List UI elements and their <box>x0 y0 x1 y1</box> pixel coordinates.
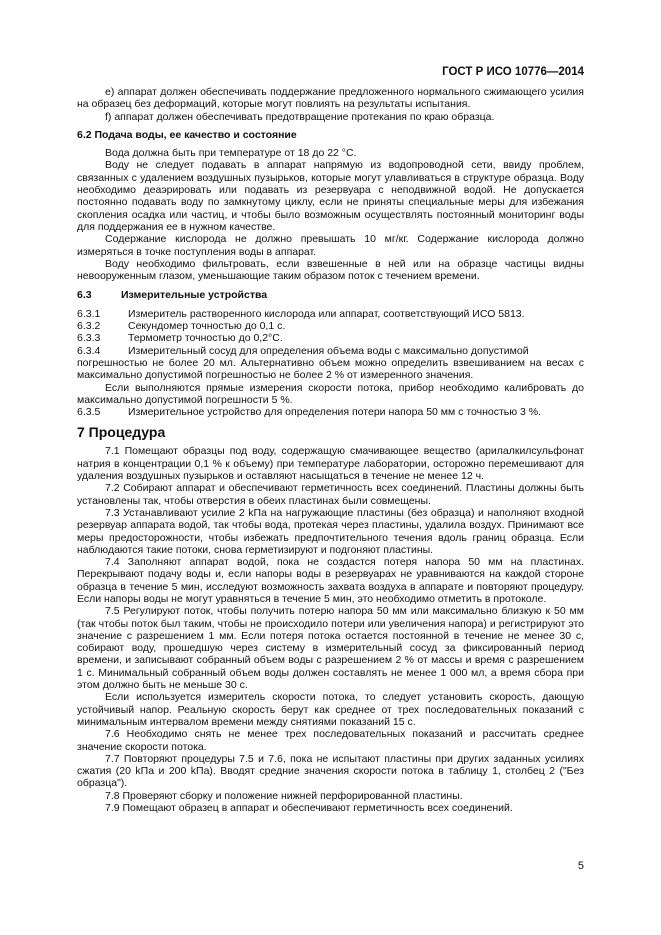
item-text: Измеритель растворенного кислорода или аппарат, соответствующий ИСО 5813. <box>128 307 525 320</box>
paragraph-7-5-flowmeter: Если используется измеритель скорости потока, то следует установить скорость, дающую устойчивый напор. Реальную скорость берут как среднее от трех последовательных показаний с минимальным интервалом времени между снятиями показаний 15 с. <box>77 691 584 728</box>
list-item <box>77 332 584 344</box>
item-6-3-4-continuation: погрешностью не более 20 мл. Альтернативно объем можно определить взвешиванием на весах с максимально допустимой погрешностью не более 2 % от измеренного значения. <box>77 356 584 382</box>
item-f: f) аппарат должен обеспечивать предотвращение протекания по краю образца. <box>105 110 495 123</box>
section-6-3-title: Измерительные устройства <box>121 289 268 302</box>
s62-paragraph-4: Воду необходимо фильтровать, если взвешенные в ней или на образце частицы видны невооруженным глазом, уменьшающие таким образом поток с течением времени. <box>77 257 584 283</box>
item-number: 6.3.4 <box>77 344 101 357</box>
paragraph-7-6: 7.6 Необходимо снять не менее трех последовательных показаний и рассчитать среднее значение скорости потока. <box>77 728 584 753</box>
paragraph-7-1: 7.1 Помещают образцы под воду, содержащую смачивающее вещество (арилалкилсульфонат натрия в концентрации 0,1 % к объему) при температуре лаборатории, осторожно перемешивают для удаления воздушных пузырьков и оставляют насыщаться в течение не менее 12 ч. <box>77 445 584 483</box>
list-item-6-3-5 <box>77 406 584 418</box>
paragraph-7-7: 7.7 Повторяют процедуры 7.5 и 7.6, пока не испытают пластины при других заданных усилиях сжатия (20 kПа и 200 kПа). Вводят средние значения скорости потока в таблицу 1, столбец 2 ("Без образца"). <box>77 752 584 790</box>
s62-paragraph-1: Вода должна быть при температуре от 18 до 22 °С. <box>105 147 357 160</box>
paragraph-7-8: 7.8 Проверяют сборку и положение нижней перфорированной пластины. <box>105 789 463 802</box>
document-body <box>77 86 584 814</box>
item-number: 6.3.5 <box>77 406 101 419</box>
section-7-heading: 7 Процедура <box>77 424 166 441</box>
list-item <box>77 320 584 332</box>
item-text: Термометр точностью до 0,2°С. <box>128 332 283 345</box>
item-number: 6.3.3 <box>77 332 101 345</box>
paragraph-7-2: 7.2 Собирают аппарат и обеспечивают герметичность всех соединений. Пластины должны быть установлены так, чтобы отверстия в обеих пластинах были совмещены. <box>77 482 584 507</box>
list-item-6-3-4 <box>77 345 584 357</box>
item-text: Измерительный сосуд для определения объема воды с максимально допустимой <box>128 344 529 357</box>
s62-paragraph-3: Содержание кислорода не должно превышать 10 мг/кг. Содержание кислорода должно измеряться в точке поступления воды в аппарат. <box>77 233 584 258</box>
item-text: Измерительное устройство для определения потери напора 50 мм с точностью 3 %. <box>128 406 542 419</box>
item-number: 6.3.2 <box>77 320 101 333</box>
section-6-3-number: 6.3 <box>77 289 92 302</box>
page-number: 5 <box>577 860 584 872</box>
paragraph-7-9: 7.9 Помещают образец в аппарат и обеспечивают герметичность всех соединений. <box>105 802 513 815</box>
item-number: 6.3.1 <box>77 307 101 320</box>
paragraph-7-5: 7.5 Регулируют поток, чтобы получить потерю напора 50 мм или максимально близкую к 50 мм (так чтобы поток был таким, чтобы не происходило потери или увеличения напора) и регистрируют это значение с разрешением 1 мм. Если потеря потока остается постоянной в течение не менее 30 с, собирают воду, прошедшую через систему в измерительный сосуд за фиксированный период времени, и записывают собранный объем воды с разрешением 2 % от массы и время с разрешением 1 с. Минимальный собранный объем воды должен составлять не менее 1 000 мл, а время сбора при этом должно быть не меньше 30 с. <box>77 605 584 692</box>
paragraph-7-3: 7.3 Устанавливают усилие 2 kПа на нагружающие пластины (без образца) и наполняют входной резервуар аппарата водой, так чтобы вода, протекая через пластины, удалила воздух. Принимают все меры предосторожности, чтобы избежать предпочтительного течения вдоль границ образца. Если наблюдаются такие потоки, снова герметизируют и подгоняют пластины. <box>77 506 584 556</box>
section-6-2-heading: 6.2 Подача воды, ее качество и состояние <box>77 128 297 141</box>
s62-paragraph-2: Воду не следует подавать в аппарат напрямую из водопроводной сети, ввиду проблем, связанных с удалением воздушных пузырьков, которые могут улавливаться в структуре образца. Воду необходимо деаэрировать или подавать из резервуара с неподвижной водой. Не допускается постоянно подавать воду по замкнутому циклу, если не приняты специальные меры для избежания скопления осадка или частиц, и чтобы было возможным осуществлять постоянный мониторинг воды для поддержания ее в нужном качестве. <box>77 159 584 233</box>
item-text: Секундомер точностью до 0,1 с. <box>128 320 286 333</box>
standard-header: ГОСТ Р ИСО 10776—2014 <box>442 66 584 78</box>
direct-measurement-paragraph: Если выполняются прямые измерения скорости потока, прибор необходимо калибровать до максимально допустимой погрешности 5 %. <box>77 381 584 406</box>
item-e: e) аппарат должен обеспечивать поддержание предложенного нормального сжимающего усилия на образец без деформаций, которые могут повлиять на результаты испытания. <box>77 86 584 111</box>
paragraph-7-4: 7.4 Заполняют аппарат водой, пока не создастся потеря напора 50 мм на пластинах. Перекрывают подачу воды и, если напоры воды в резервуарах не уравниваются на каждой стороне образца в течение 5 мин, исследуют возможность захвата воздуха в аппарате и повторяют процедуру. Если напоры воды не могут уравняться в течение 5 мин, это необходимо отметить в протоколе. <box>77 556 584 605</box>
list-item <box>77 308 584 320</box>
section-6-3-heading <box>77 289 584 301</box>
